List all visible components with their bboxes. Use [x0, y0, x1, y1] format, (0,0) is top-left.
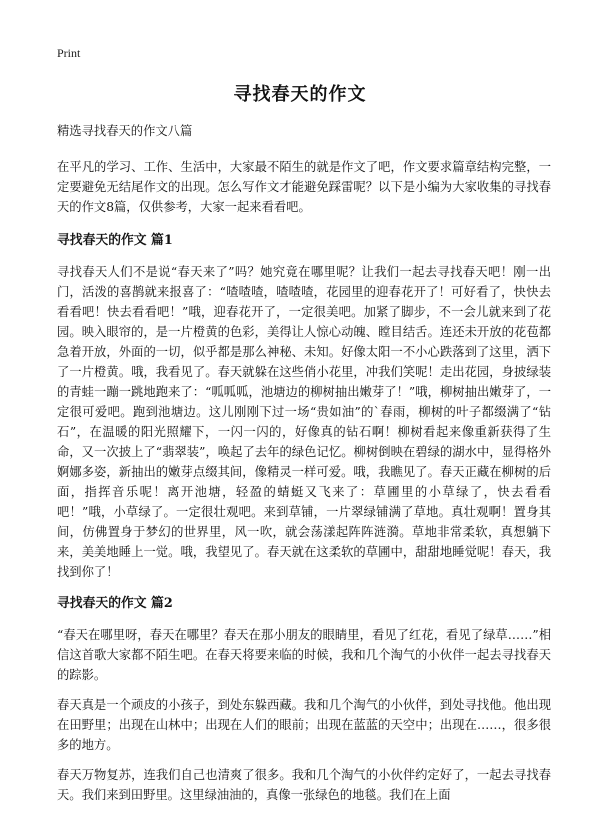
- article-body: [57, 121, 551, 815]
- section-heading-2: 寻找春天的作文 篇2: [57, 596, 173, 611]
- article-subtitle: 精选寻找春天的作文八篇: [57, 124, 193, 138]
- print-link[interactable]: Print: [57, 46, 81, 60]
- section-2-paragraph: 春天万物复苏，连我们自己也清爽了很多。我和几个淘气的小伙伴约定好了，一起去寻找春天。我们来到田野里。这里绿油油的，真像一张绿色的地毯。我们在上面: [57, 768, 551, 802]
- section-2-paragraph: 春天真是一个顽皮的小孩子，到处东躲西藏。我和几个淘气的小伙伴，到处寻找他。他出现在田野里；出现在山林中；出现在人们的眼前；出现在蓝蓝的天空中；出现在……，很多很多的地方。: [57, 698, 551, 752]
- page-title: 寻找春天的作文: [233, 84, 367, 105]
- section-heading-1: 寻找春天的作文 篇1: [57, 233, 173, 248]
- section-2-paragraph: “春天在哪里呀，春天在哪里？春天在那小朋友的眼睛里，看见了红花，看见了绿草……”相信这首歌大家都不陌生吧。在春天将要来临的时候，我和几个淘气的小伙伴一起去寻找春天的踪影。: [57, 628, 551, 682]
- section-1-paragraph: 寻找春天人们不是说“春天来了”吗？她究竟在哪里呢？让我们一起去寻找春天吧！刚一出门，活泼的喜鹊就来报喜了：“喳喳喳，喳喳喳，花园里的迎春花开了！可好看了，快快去看看吧！快去看看吧！”哦，迎春花开了，一定很美吧。加紧了脚步，不一会儿就来到了花园。映入眼帘的，是一片橙黄的色彩，美得让人惊心动魄、瞠目结舌。连还未开放的花苞都急着开放，外面的一切，似乎都是那么神秘、未知。好像太阳一不小心跌落到了这里，洒下了一片橙黄。哦，我看见了。春天就躲在这些俏小花里，冲我们笑呢！走出花园，身披绿装的青蛙一蹦一跳地跑来了：“呱呱呱，池塘边的柳树抽出嫩芽了！”哦，柳树抽出嫩芽了，一定很可爱吧。跑到池塘边。这儿刚刚下过一场“贵如油”的`春雨，柳树的叶子都缀满了“钻石”，在温暖的阳光照耀下，一闪一闪的，好像真的钻石啊！柳树看起来像重新获得了生命，又一次披上了“翡翠装”，唤起了去年的绿色记忆。柳树倒映在碧绿的湖水中，显得格外婀娜多姿，新抽出的嫩芽点缀其间，像精灵一样可爱。哦，我瞧见了。春天正藏在柳树的后面，指挥音乐呢！离开池塘，轻盈的蜻蜓又飞来了：草圃里的小草绿了，快去看看吧！”哦，小草绿了。一定很壮观吧。来到草铺，一片翠绿铺满了草地。真壮观啊！置身其间，仿佛置身于梦幻的世界里，风一吹，就会荡漾起阵阵涟漪。草地非常柔软，真想躺下来，美美地睡上一觉。哦，我望见了。春天就在这柔软的草圃中，甜甜地睡觉呢！春天，我找到你了！: [57, 265, 551, 579]
- intro-paragraph: 在平凡的学习、工作、生活中，大家最不陌生的就是作文了吧，作文要求篇章结构完整，一定要避免无结尾作文的出现。怎么写作文才能避免踩雷呢？以下是小编为大家收集的寻找春天的作文8篇，仅供参考，大家一起来看看吧。: [57, 160, 551, 214]
